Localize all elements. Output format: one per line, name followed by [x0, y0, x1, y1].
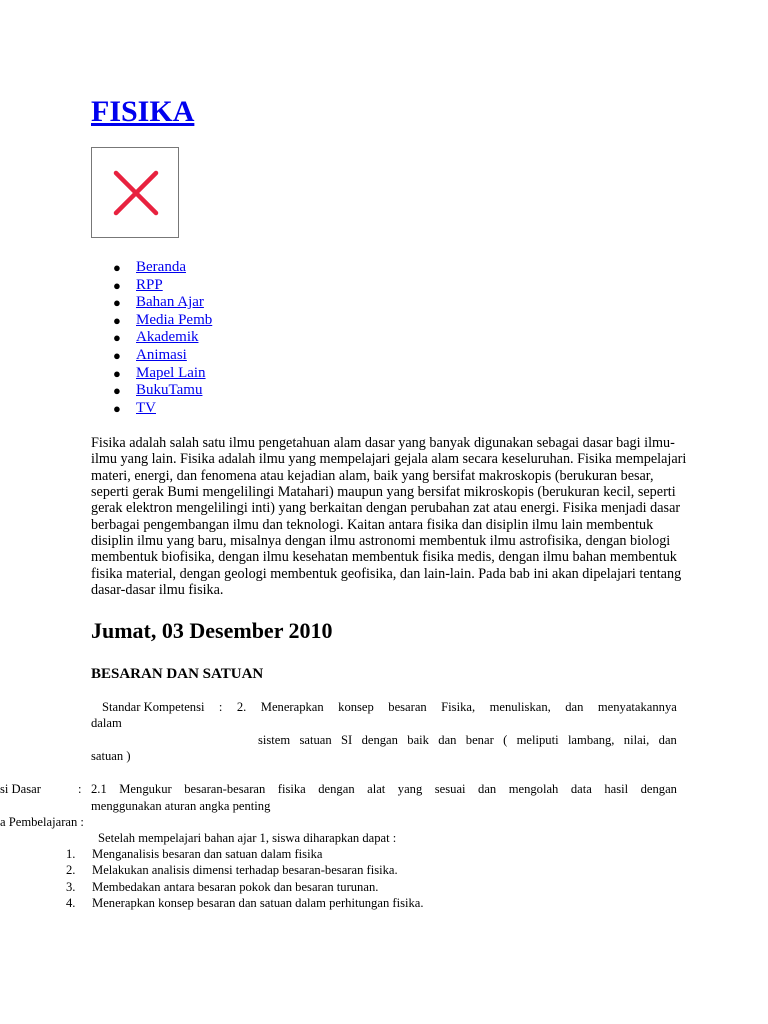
- intro-line: disiplin ilmu yang baru, misalnya dengan ilmu astronomi membentuk ilmu astrofisika, dengan biologi: [91, 533, 671, 550]
- bullet-icon: ●: [113, 347, 121, 363]
- nav-item-bahan-ajar: [91, 294, 212, 312]
- site-title[interactable]: FISIKA: [91, 95, 195, 128]
- word: dan: [658, 733, 677, 747]
- nav-item-tv: [91, 400, 212, 418]
- word: data: [570, 782, 592, 796]
- nav-link-bukutamu[interactable]: BukuTamu: [136, 382, 203, 399]
- list-text: Melakukan analisis dimensi terhadap besaran-besaran fisika.: [92, 863, 398, 878]
- objectives-intro: Setelah mempelajari bahan ajar 1, siswa diharapkan dapat :: [98, 831, 397, 845]
- word: dengan: [640, 782, 677, 796]
- standar-kompetensi-label: Standar Kompetensi: [102, 700, 205, 714]
- nav-link-animasi[interactable]: Animasi: [136, 346, 187, 363]
- nav-link-rpp[interactable]: RPP: [136, 276, 163, 293]
- intro-line: gerak elektron mengelilingi inti) yang berkaitan dengan perubahan zat atau energi. Fisika menjadi dasar: [91, 500, 681, 517]
- word: fisika: [277, 782, 306, 796]
- standar-kompetensi-line3: [258, 733, 677, 748]
- word: dengan: [318, 782, 355, 796]
- nav-link-mapel-lain[interactable]: Mapel Lain: [136, 364, 206, 381]
- word: menyatakannya: [597, 700, 677, 714]
- bullet-icon: ●: [113, 295, 121, 311]
- list-number: 4.: [66, 896, 76, 911]
- standar-kompetensi-colon: :: [218, 700, 223, 714]
- nav-link-beranda[interactable]: Beranda: [136, 259, 186, 275]
- broken-image-x-icon: [92, 148, 178, 237]
- nav-link-tv[interactable]: TV: [136, 399, 156, 416]
- word: dan: [565, 700, 584, 714]
- intro-line: Fisika adalah salah satu ilmu pengetahuan alam dasar yang banyak digunakan sebagai dasar bagi ilmu-: [91, 435, 675, 451]
- word: dengan: [361, 733, 398, 747]
- intro-line: dasar-dasar ilmu fisika.: [91, 582, 224, 599]
- word: benar: [465, 733, 494, 747]
- intro-line: ilmu yang lain. Fisika adalah ilmu yang mempelajari gejala alam secara keseluruhan. Fisika mempelajari: [91, 451, 687, 468]
- nav-item-media-pemb: [91, 312, 212, 330]
- kompetensi-dasar-colon: :: [78, 782, 82, 796]
- word: hasil: [604, 782, 629, 796]
- word: alat: [367, 782, 386, 796]
- word: sesuai: [434, 782, 466, 796]
- word: dan: [438, 733, 457, 747]
- standar-kompetensi-line4: satuan ): [91, 749, 131, 763]
- nav-item-bukutamu: [91, 382, 212, 400]
- post-title: BESARAN DAN SATUAN: [91, 666, 264, 682]
- word: besaran-besaran: [184, 782, 266, 796]
- word: Fisika,: [441, 700, 476, 714]
- nav-link-media-pemb[interactable]: Media Pemb: [136, 311, 213, 328]
- nav-item-mapel-lain: [91, 365, 212, 383]
- word: dan: [478, 782, 497, 796]
- standar-kompetensi-line2: dalam: [91, 716, 122, 730]
- word: menuliskan,: [489, 700, 551, 714]
- word: meliputi: [516, 733, 559, 747]
- word: 2.1: [91, 782, 107, 796]
- word: mengolah: [508, 782, 559, 796]
- intro-line: membentuk biofisika, dengan ilmu kesehatan membentuk fisika medis, dengan ilmu bahan membentuk: [91, 549, 677, 566]
- word: satuan: [299, 733, 332, 747]
- nav-item-animasi: [91, 347, 212, 365]
- post-date: Jumat, 03 Desember 2010: [91, 618, 333, 643]
- list-number: 2.: [66, 863, 76, 878]
- intro-paragraph: [91, 435, 687, 599]
- word: sistem: [258, 733, 291, 747]
- nav-link-akademik[interactable]: Akademik: [136, 329, 199, 346]
- standar-kompetensi-number: 2.: [236, 700, 247, 714]
- intro-line: materi, energi, dan fenomena atau kejadian alam, baik yang bersifat makroskopis (berukuran besar,: [91, 467, 654, 484]
- word: lambang,: [567, 733, 615, 747]
- kompetensi-dasar-label: si Dasar: [0, 782, 41, 796]
- nav-item-akademik: [91, 329, 212, 347]
- bullet-icon: ●: [113, 365, 121, 381]
- nav-link-bahan-ajar[interactable]: Bahan Ajar: [136, 294, 204, 311]
- standar-kompetensi-row: [91, 700, 677, 715]
- nav-item-beranda: [91, 259, 212, 277]
- intro-line: seperti gerak Bumi mengelilingi Matahari) maupun yang bersifat mikroskopis (berukuran kecil, seperti: [91, 484, 676, 501]
- word: baik: [407, 733, 429, 747]
- list-number: 1.: [66, 847, 76, 861]
- word: konsep: [338, 700, 374, 714]
- word: Mengukur: [119, 782, 172, 796]
- nav-item-rpp: [91, 277, 212, 295]
- tujuan-pembelajaran-label: a Pembelajaran :: [0, 815, 84, 829]
- kompetensi-dasar-line2: menggunakan aturan angka penting: [91, 799, 271, 813]
- bullet-icon: ●: [113, 277, 121, 293]
- broken-image: [91, 147, 179, 238]
- bullet-icon: ●: [113, 260, 121, 275]
- list-text: Menerapkan konsep besaran dan satuan dalam perhitungan fisika.: [92, 896, 424, 911]
- word: besaran: [388, 700, 427, 714]
- bullet-icon: ●: [113, 312, 121, 328]
- nav-menu: [91, 259, 212, 417]
- word: nilai,: [623, 733, 650, 747]
- bullet-icon: ●: [113, 383, 121, 399]
- word: yang: [397, 782, 423, 796]
- list-text: Menganalisis besaran dan satuan dalam fisika: [92, 847, 323, 861]
- kompetensi-dasar-row: [91, 782, 677, 797]
- word: Menerapkan: [260, 700, 324, 714]
- word: SI: [341, 733, 353, 747]
- list-number: 3.: [66, 879, 76, 894]
- list-text: Membedakan antara besaran pokok dan besaran turunan.: [92, 879, 379, 894]
- intro-line: berbagai pengembangan ilmu dan teknologi. Kaitan antara fisika dan disiplin ilmu lain membentuk: [91, 516, 654, 533]
- intro-line: fisika material, dengan geologi membentuk geofisika, dan lain-lain. Pada bab ini akan dipelajari tentang: [91, 565, 682, 582]
- bullet-icon: ●: [113, 330, 121, 346]
- word: (: [503, 733, 508, 747]
- bullet-icon: ●: [113, 400, 121, 416]
